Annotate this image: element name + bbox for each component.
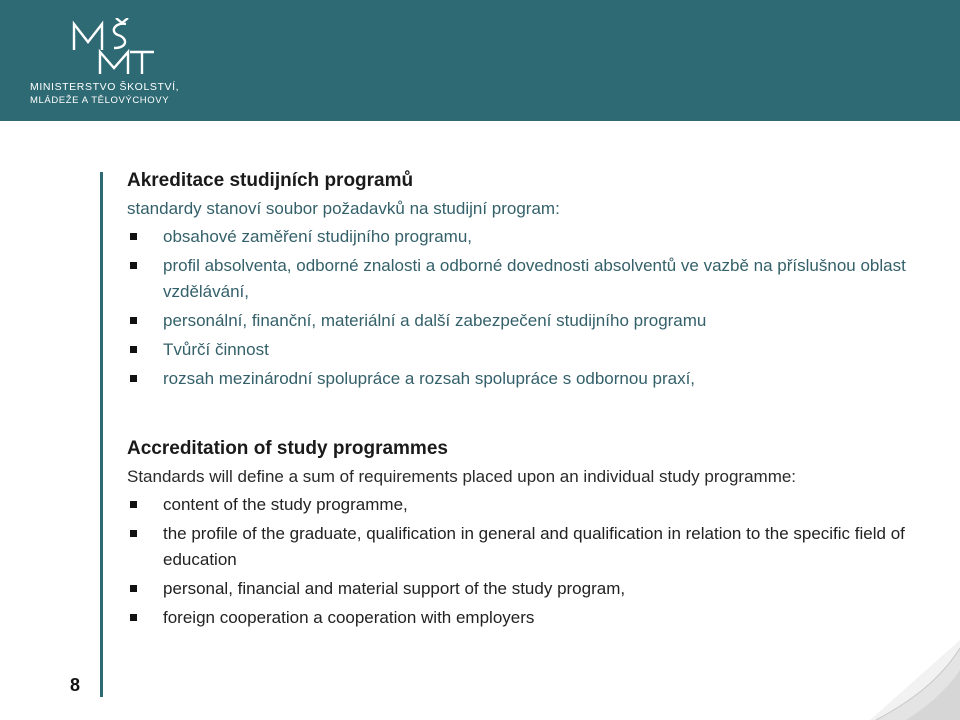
list-item: content of the study programme, — [127, 492, 907, 518]
square-bullet-icon — [130, 614, 137, 621]
page-number: 8 — [70, 675, 81, 695]
square-bullet-icon — [130, 346, 137, 353]
logo-text-line1: MINISTERSTVO ŠKOLSTVÍ, — [30, 81, 180, 93]
square-bullet-icon — [130, 501, 137, 508]
square-bullet-icon — [130, 530, 137, 537]
square-bullet-icon — [130, 317, 137, 324]
english-title: Accreditation of study programmes — [127, 438, 448, 459]
czech-section — [127, 168, 907, 395]
square-bullet-icon — [130, 585, 137, 592]
header-band — [0, 0, 960, 121]
logo-text-line2: MLÁDEŽE A TĚLOVÝCHOVY — [30, 95, 170, 106]
english-intro: Standards will define a sum of requirements placed upon an individual study programme: — [127, 467, 797, 486]
czech-bullet-list — [127, 224, 907, 392]
list-item: personální, finanční, materiální a další zabezpečení studijního programu — [127, 308, 907, 334]
left-accent-bar — [100, 172, 103, 697]
square-bullet-icon — [130, 375, 137, 382]
msmt-logo-mark-icon — [70, 18, 160, 78]
list-item: personal, financial and material support of the study program, — [127, 576, 907, 602]
list-item: rozsah mezinárodní spolupráce a rozsah spolupráce s odbornou praxí, — [127, 366, 907, 392]
ministry-logo — [30, 18, 205, 108]
page-curl-icon — [870, 640, 960, 720]
czech-title: Akreditace studijních programů — [127, 170, 414, 191]
list-item: obsahové zaměření studijního programu, — [127, 224, 907, 250]
list-item: the profile of the graduate, qualification in general and qualification in relation to the specific field of education — [127, 521, 907, 573]
list-item: Tvůrčí činnost — [127, 337, 907, 363]
square-bullet-icon — [130, 262, 137, 269]
square-bullet-icon — [130, 233, 137, 240]
czech-intro: standardy stanoví soubor požadavků na studijní program: — [127, 199, 560, 218]
english-bullet-list — [127, 492, 907, 631]
list-item: foreign cooperation a cooperation with employers — [127, 605, 907, 631]
list-item: profil absolventa, odborné znalosti a odborné dovednosti absolventů ve vazbě na příslušnou oblast vzdělávání, — [127, 253, 907, 305]
english-section — [127, 436, 907, 634]
